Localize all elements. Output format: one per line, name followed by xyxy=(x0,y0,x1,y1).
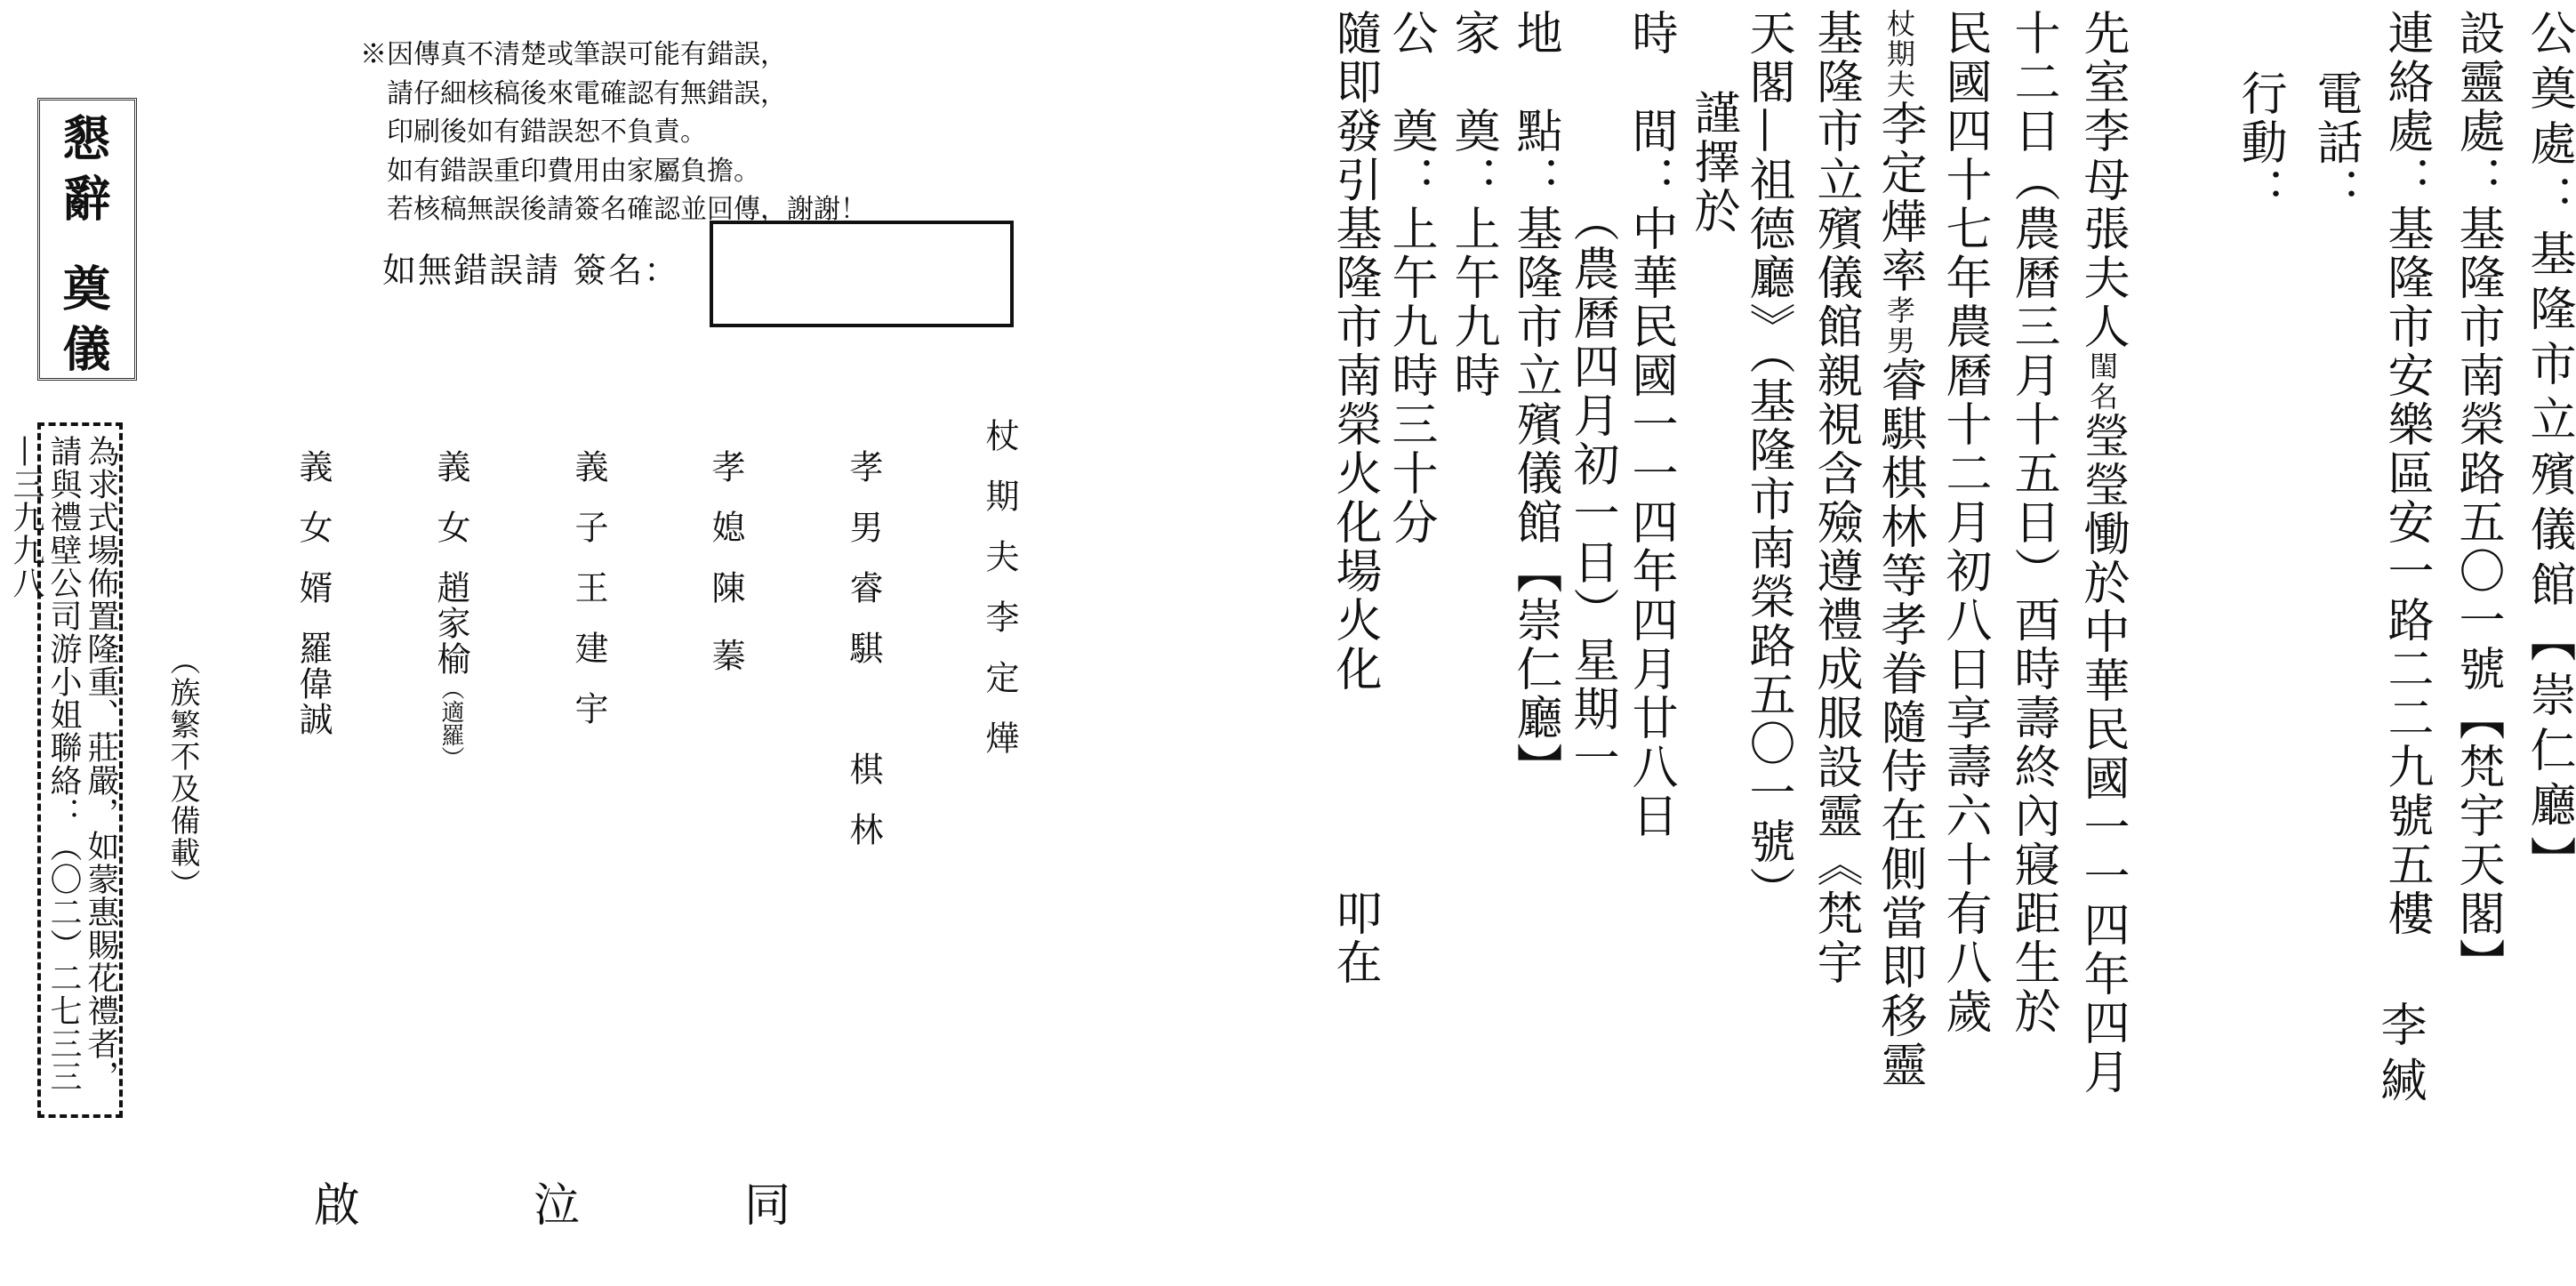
bottom-label-tong: 同 xyxy=(744,1179,791,1233)
closing-text: 叩在 xyxy=(1328,889,1381,987)
body-line-3: 民國四十七年農曆十二月初八日享壽六十有八歲 xyxy=(1938,9,1991,1036)
proof-note-line-4: 如有錯誤重印費用由家屬負擔。 xyxy=(360,155,760,187)
time-lunar-line: （農曆四月初一日）星期一 xyxy=(1565,196,1618,783)
bottom-label-qi: 泣 xyxy=(534,1179,581,1233)
body-line-5: 基隆市立殯儀館親視含殮遵禮成服設靈《梵宇 xyxy=(1809,9,1862,987)
mourner-goddaughter: 義女趙家榆（適羅） xyxy=(431,449,470,769)
mourner-husband: 杖期夫李定燁 xyxy=(980,418,1019,781)
signature-label: 如無錯誤請 簽名： xyxy=(382,251,680,290)
body-line-7: 謹擇於 xyxy=(1686,89,1739,236)
mourner-goddaughter-husband: 義女婿羅偉誠 xyxy=(293,449,333,737)
bottom-label-qi2: 啟 xyxy=(314,1179,361,1233)
funeral-place-line: 公奠處：基隆市立殯儀館【崇仁廳】 xyxy=(2522,9,2575,891)
signature-box[interactable] xyxy=(710,221,1014,327)
body-line-2: 十二日（農曆三月十五日）酉時壽終內寢距生於 xyxy=(2006,9,2059,1036)
time-line: 時 間：中華民國一一四年四月廿八日 xyxy=(1624,9,1677,840)
altar-line: 設靈處：基隆市南榮路五〇一號【梵宇天閣】 xyxy=(2451,9,2504,987)
proof-note-line-1: ※因傳真不清楚或筆誤可能有錯誤， xyxy=(360,39,787,70)
cremation-line: 隨即發引基隆市南榮火化場火化 xyxy=(1328,9,1381,694)
contact-person: 李緘 xyxy=(2372,1001,2426,1111)
mourner-daughter-in-law: 孝媳陳 蓁 xyxy=(706,449,745,671)
family-rite-line: 家 奠：上午九時 xyxy=(1446,9,1499,400)
proof-note-line-3: 印刷後如有錯誤恕不負責。 xyxy=(360,117,707,148)
decline-gifts-badge xyxy=(37,98,137,384)
body-line-4: 杖期夫李定燁率孝男睿騏棋林等孝眷隨侍在側當即移靈 xyxy=(1873,9,1926,1089)
flower-note-text: 為求式場佈置隆重、莊嚴，如蒙惠賜花禮者，請與禮壁公司游小姐聯絡：（〇二）二七三三—三九九八 xyxy=(8,435,119,1093)
proof-note xyxy=(360,36,867,229)
badge-text: 懇辭 奠儀 xyxy=(55,113,112,384)
public-rite-line: 公 奠：上午九時三十分 xyxy=(1384,9,1437,547)
proof-note-line-2: 請仔細核稿後來電確認有無錯誤， xyxy=(360,77,787,109)
family-note: （族繁不及備載） xyxy=(165,645,200,901)
mobile-label: 行動： xyxy=(2233,69,2286,216)
proof-note-line-5: 若核稿無誤後請簽名確認並回傳，謝謝！ xyxy=(360,194,867,225)
mourner-godson: 義子王建宇 xyxy=(569,449,608,752)
mourner-sons: 孝男睿騏 棋林 xyxy=(844,449,883,872)
flower-note-box xyxy=(8,422,123,1118)
body-line-1: 先室李母張夫人閨名瑩瑩慟於中華民國一一四年四月 xyxy=(2075,9,2129,1097)
phone-label: 電話： xyxy=(2308,69,2362,216)
contact-line: 連絡處：基隆市安樂區安一路二二九號五樓 xyxy=(2379,9,2433,938)
body-line-6: 天閣—祖德廳》（基隆市南榮路五〇一號） xyxy=(1741,9,1794,915)
place-line: 地 點：基隆市立殯儀館【崇仁廳】 xyxy=(1508,9,1561,792)
